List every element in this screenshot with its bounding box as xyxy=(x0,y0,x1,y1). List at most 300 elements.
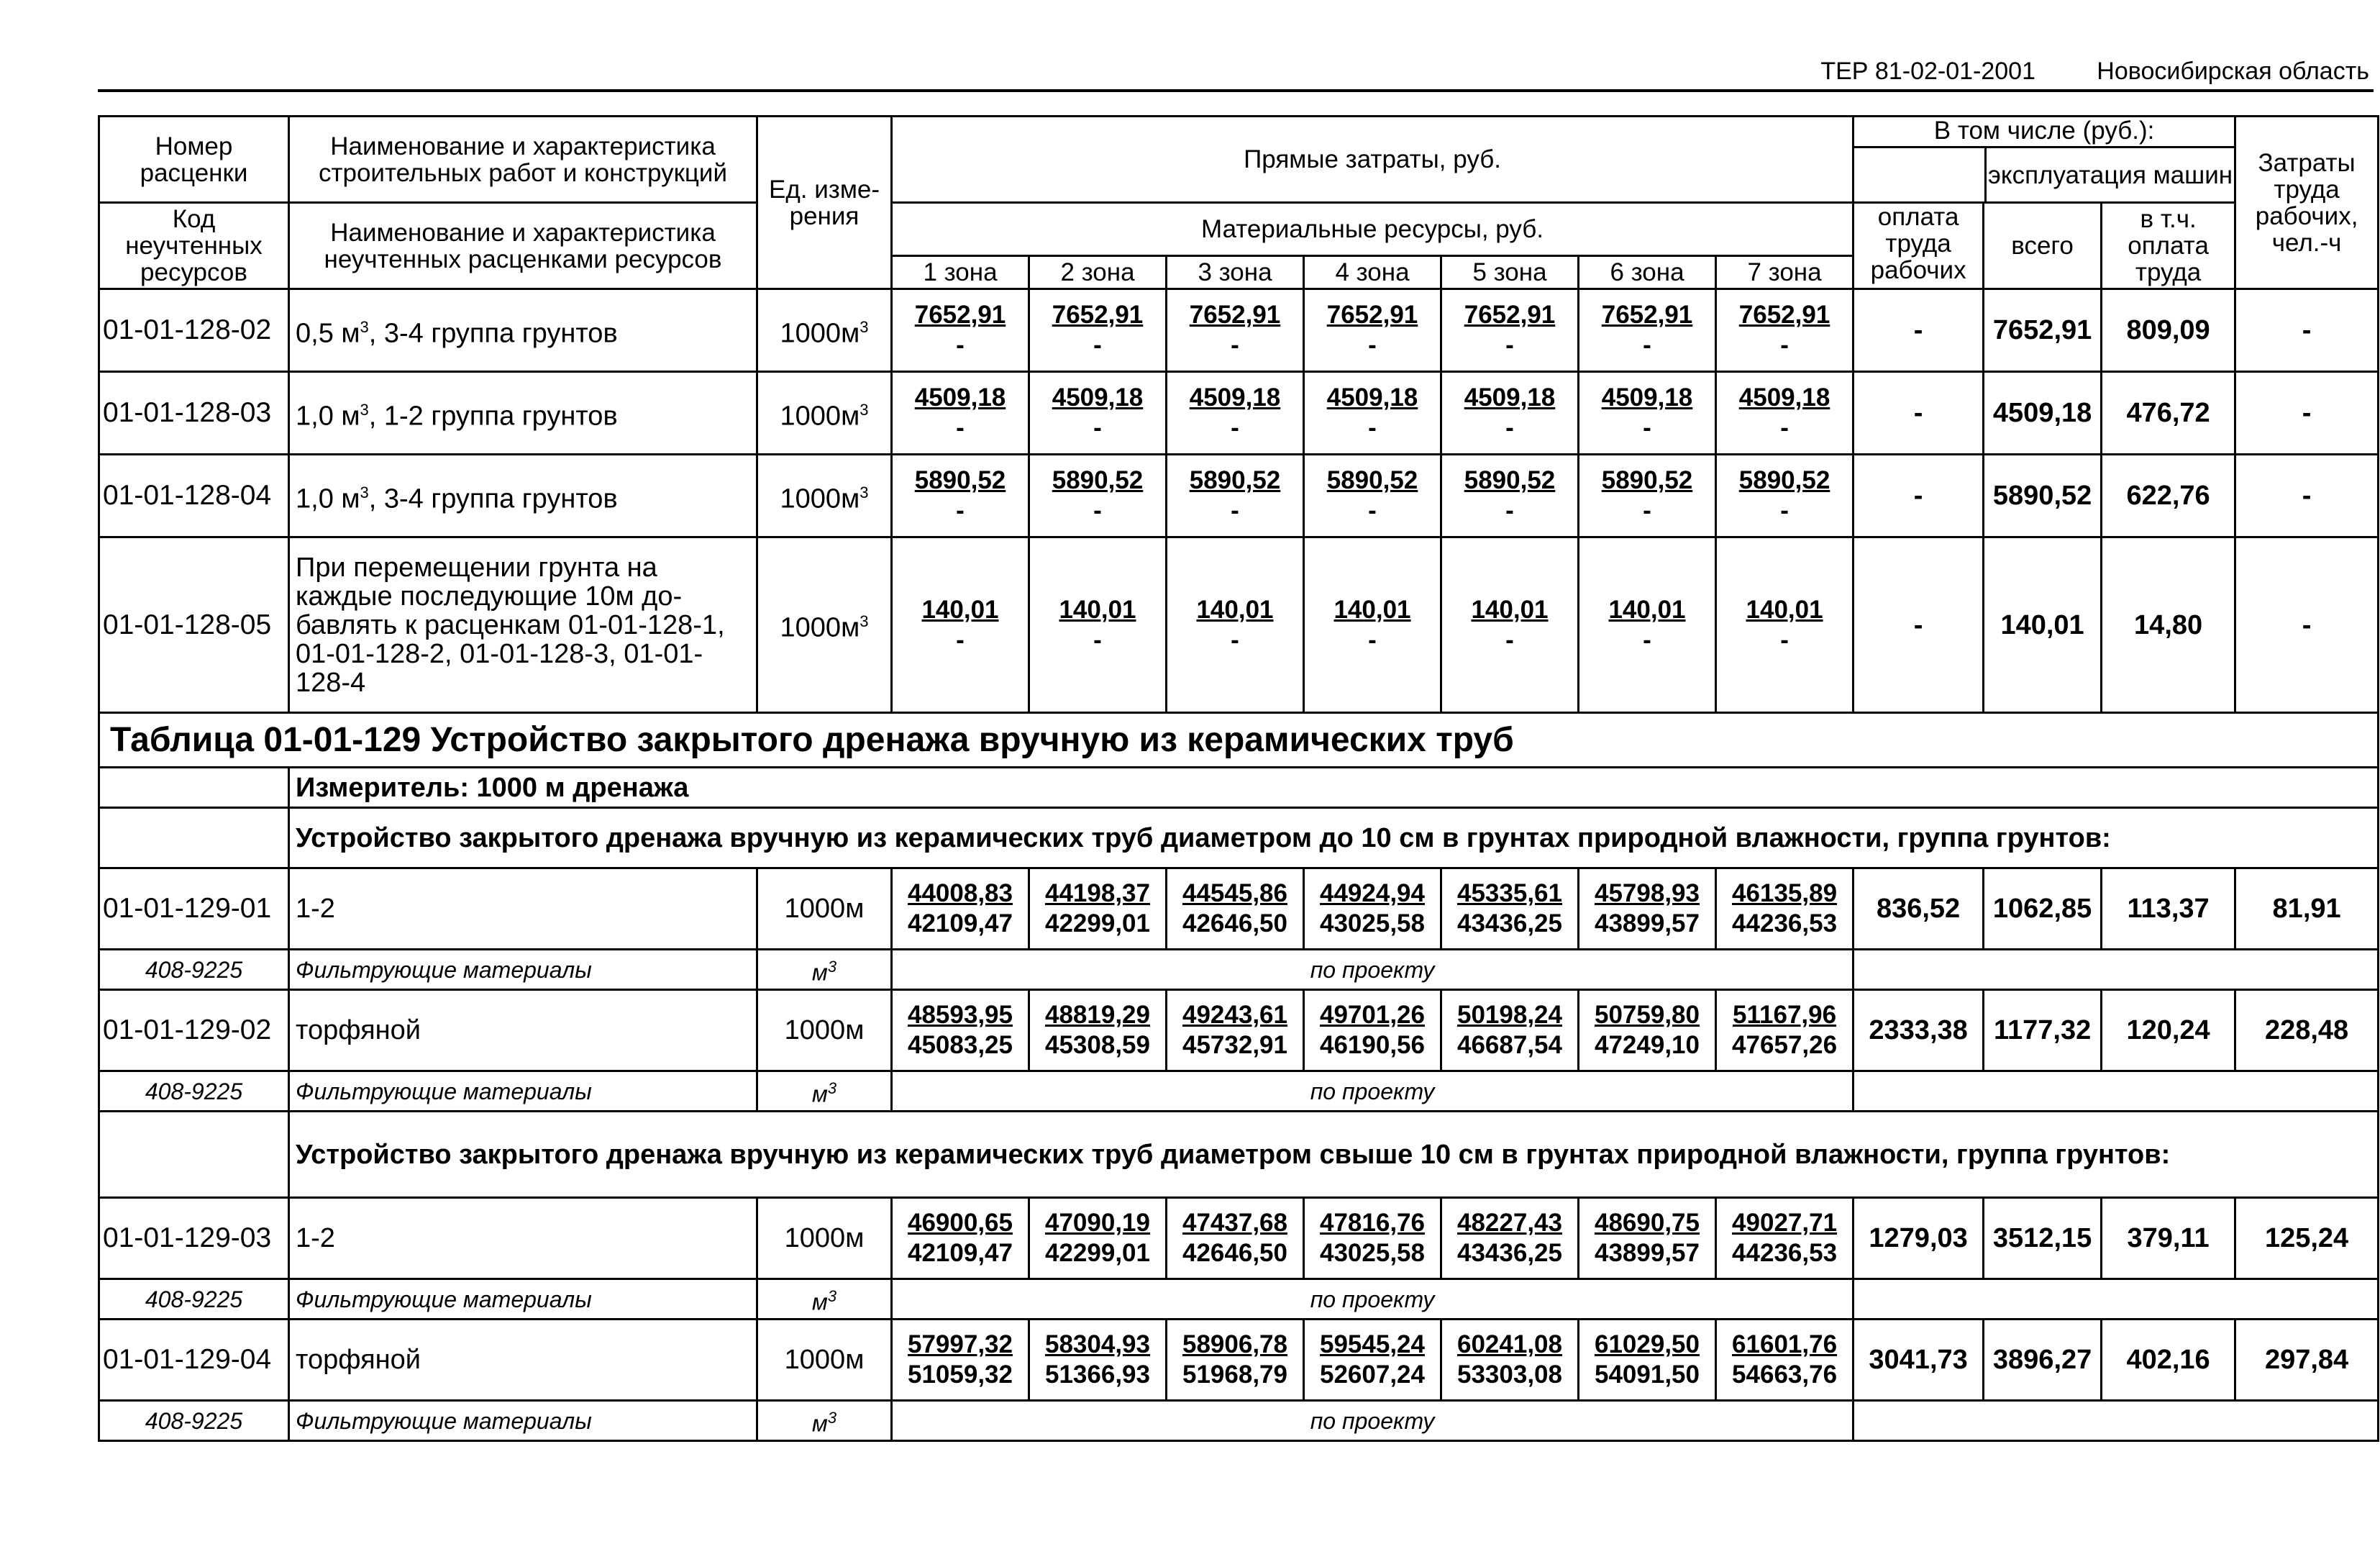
labor-pay: - xyxy=(1854,289,1984,372)
zone-price-cell xyxy=(1441,455,1579,537)
direct-cost: 61601,76 xyxy=(1732,1330,1838,1358)
table-title: Таблица 01-01-129 Устройство закрытого дренажа вручную из керамических труб xyxy=(99,713,2379,768)
material-cost: 47249,10 xyxy=(1595,1031,1700,1059)
unit: 1000м xyxy=(784,1015,865,1045)
direct-cost: 61029,50 xyxy=(1595,1330,1700,1358)
zone-price-cell xyxy=(1167,1198,1304,1279)
rate-name-text: При перемещении грунта на каждые последующие 10м до-бавлять к расценкам 01-01-128-1, 01-01-128-2, 01-01-128-3, 01-01-128-4 xyxy=(296,552,725,698)
header-zone: 2 зона xyxy=(1029,256,1167,289)
unit-cell xyxy=(757,289,892,372)
direct-cost: 45798,93 xyxy=(1595,879,1700,907)
table-row xyxy=(99,1198,2379,1279)
material-cost: - xyxy=(956,625,965,654)
zone-price-cell xyxy=(1304,868,1441,950)
labor-costs: - xyxy=(2235,455,2379,537)
machine-labor-pay: 379,11 xyxy=(2102,1198,2235,1279)
material-cost: - xyxy=(1505,331,1514,359)
unit-cell xyxy=(757,868,892,950)
zone-price-cell xyxy=(1167,537,1304,713)
machine-labor-pay: 120,24 xyxy=(2102,990,2235,1071)
empty-cell xyxy=(1854,1071,2379,1112)
machine-total: 7652,91 xyxy=(1984,289,2102,372)
resource-code: 408-9225 xyxy=(99,1401,289,1441)
direct-cost: 48819,29 xyxy=(1045,1001,1150,1029)
direct-cost: 5890,52 xyxy=(1738,466,1830,494)
direct-cost: 140,01 xyxy=(1196,595,1274,624)
direct-cost: 5890,52 xyxy=(1464,466,1556,494)
material-cost: 42109,47 xyxy=(908,1239,1013,1267)
direct-cost: 59545,24 xyxy=(1320,1330,1425,1358)
rate-name xyxy=(289,289,757,372)
direct-cost: 44198,37 xyxy=(1045,879,1150,907)
section-title: Устройство закрытого дренажа вручную из керамических труб диаметром до 10 см в грунтах природной влажности, группа грунтов: xyxy=(289,808,2379,868)
material-cost: - xyxy=(1780,625,1789,654)
measure-unit: Измеритель: 1000 м дренажа xyxy=(289,768,2379,808)
resource-name: Фильтрующие материалы xyxy=(289,950,757,990)
material-cost: - xyxy=(1231,496,1239,524)
rate-name-text: , 1-2 группа грунтов xyxy=(368,401,618,432)
material-cost: 54091,50 xyxy=(1595,1361,1700,1389)
material-cost: 43899,57 xyxy=(1595,1239,1700,1267)
direct-cost: 7652,91 xyxy=(1738,301,1830,329)
header-including-block xyxy=(1854,117,2235,203)
section-row xyxy=(99,1112,2379,1198)
resource-name: Фильтрующие материалы xyxy=(289,1279,757,1320)
resource-unit: м xyxy=(811,959,828,986)
direct-cost: 48227,43 xyxy=(1457,1209,1562,1237)
labor-costs: - xyxy=(2235,537,2379,713)
direct-cost: 49701,26 xyxy=(1320,1001,1425,1029)
machine-labor-pay: 809,09 xyxy=(2102,289,2235,372)
header-including: В том числе (руб.): xyxy=(1854,117,2234,148)
direct-cost: 48690,75 xyxy=(1595,1209,1700,1237)
rate-code: 01-01-128-04 xyxy=(99,455,289,537)
machine-total: 3512,15 xyxy=(1984,1198,2102,1279)
header-labor-pay: оплата труда рабочих xyxy=(1854,203,1984,289)
resource-unit-cell xyxy=(757,1401,892,1441)
unit-cell xyxy=(757,537,892,713)
machine-labor-pay: 476,72 xyxy=(2102,372,2235,455)
header-zone: 1 зона xyxy=(892,256,1029,289)
material-cost: 42646,50 xyxy=(1182,1239,1287,1267)
rate-name: торфяной xyxy=(289,990,757,1071)
rate-name xyxy=(289,372,757,455)
header-zone: 7 зона xyxy=(1716,256,1854,289)
resource-unit: м xyxy=(811,1410,828,1437)
header-row-1 xyxy=(99,117,2379,203)
direct-cost: 44545,86 xyxy=(1182,879,1287,907)
material-cost: - xyxy=(1643,625,1651,654)
labor-pay: 3041,73 xyxy=(1854,1320,1984,1401)
rate-name-text: , 3-4 группа грунтов xyxy=(368,483,618,514)
unit: 1000м xyxy=(784,1345,865,1375)
material-cost: - xyxy=(1231,331,1239,359)
labor-costs: - xyxy=(2235,289,2379,372)
zone-price-cell xyxy=(1441,868,1579,950)
material-cost: 51059,32 xyxy=(908,1361,1013,1389)
rate-name-text: 0,5 м xyxy=(296,318,360,349)
direct-cost: 57997,32 xyxy=(908,1330,1013,1358)
direct-cost: 44008,83 xyxy=(908,879,1013,907)
direct-cost: 140,01 xyxy=(1746,595,1823,624)
direct-cost: 7652,91 xyxy=(1326,301,1418,329)
direct-cost: 140,01 xyxy=(1059,595,1136,624)
zone-price-cell xyxy=(1029,1320,1167,1401)
material-cost: 46687,54 xyxy=(1457,1031,1562,1059)
direct-cost: 7652,91 xyxy=(914,301,1006,329)
material-cost: - xyxy=(1231,414,1239,442)
table-title-row xyxy=(99,713,2379,768)
direct-cost: 4509,18 xyxy=(1601,383,1693,412)
rate-code: 01-01-129-03 xyxy=(99,1198,289,1279)
direct-cost: 5890,52 xyxy=(1052,466,1144,494)
resource-unit: м xyxy=(811,1081,828,1107)
direct-cost: 7652,91 xyxy=(1464,301,1556,329)
table-row xyxy=(99,1320,2379,1401)
zone-price-cell xyxy=(1167,1320,1304,1401)
unit-exponent: 3 xyxy=(860,612,869,631)
material-cost: - xyxy=(1780,414,1789,442)
header-resource-name: Наименование и характеристика неучтенных расценками ресурсов xyxy=(289,203,757,289)
unit: 1000м xyxy=(784,1223,865,1253)
section-row xyxy=(99,808,2379,868)
material-cost: 47657,26 xyxy=(1732,1031,1838,1059)
labor-costs: 81,91 xyxy=(2235,868,2379,950)
material-cost: - xyxy=(956,414,965,442)
zone-price-cell xyxy=(1716,868,1854,950)
zone-price-cell xyxy=(1579,289,1716,372)
direct-cost: 47816,76 xyxy=(1320,1209,1425,1237)
zone-price-cell xyxy=(1029,455,1167,537)
zone-price-cell xyxy=(1167,455,1304,537)
machine-total: 3896,27 xyxy=(1984,1320,2102,1401)
section-title: Устройство закрытого дренажа вручную из керамических труб диаметром свыше 10 см в грунтах природной влажности, группа грунтов: xyxy=(289,1112,2379,1198)
table-row xyxy=(99,372,2379,455)
material-cost: - xyxy=(1093,625,1102,654)
table-body xyxy=(99,117,2379,1441)
labor-costs: 228,48 xyxy=(2235,990,2379,1071)
zone-price-cell xyxy=(1029,990,1167,1071)
unit-cell xyxy=(757,990,892,1071)
rate-code: 01-01-129-01 xyxy=(99,868,289,950)
zone-price-cell xyxy=(1716,990,1854,1071)
zone-price-cell xyxy=(1441,1198,1579,1279)
resource-row xyxy=(99,1279,2379,1320)
zone-price-cell xyxy=(892,455,1029,537)
zone-price-cell xyxy=(1441,990,1579,1071)
direct-cost: 5890,52 xyxy=(914,466,1006,494)
material-cost: 53303,08 xyxy=(1457,1361,1562,1389)
direct-cost: 5890,52 xyxy=(1326,466,1418,494)
page-header xyxy=(98,53,2374,92)
zone-price-cell xyxy=(1304,1198,1441,1279)
direct-cost: 44924,94 xyxy=(1320,879,1425,907)
labor-pay: - xyxy=(1854,372,1984,455)
direct-cost: 58906,78 xyxy=(1182,1330,1287,1358)
unit-cell xyxy=(757,1320,892,1401)
zone-price-cell xyxy=(1167,868,1304,950)
zone-price-cell xyxy=(1716,1198,1854,1279)
unit: 1000м xyxy=(780,318,860,349)
material-cost: - xyxy=(1368,496,1377,524)
zone-price-cell xyxy=(1029,372,1167,455)
material-cost: 43899,57 xyxy=(1595,909,1700,937)
rate-code: 01-01-128-03 xyxy=(99,372,289,455)
labor-pay: - xyxy=(1854,455,1984,537)
zone-price-cell xyxy=(1304,372,1441,455)
direct-cost: 47090,19 xyxy=(1045,1209,1150,1237)
direct-cost: 4509,18 xyxy=(914,383,1006,412)
unit: 1000м xyxy=(780,483,860,514)
direct-cost: 140,01 xyxy=(1333,595,1411,624)
direct-cost: 58304,93 xyxy=(1045,1330,1150,1358)
zone-price-cell xyxy=(892,372,1029,455)
zone-price-cell xyxy=(1579,455,1716,537)
material-cost: 45732,91 xyxy=(1182,1031,1287,1059)
empty-cell xyxy=(99,808,289,868)
rate-name: торфяной xyxy=(289,1320,757,1401)
zone-price-cell xyxy=(892,537,1029,713)
zone-price-cell xyxy=(1441,537,1579,713)
zone-price-cell xyxy=(1579,990,1716,1071)
table-row xyxy=(99,990,2379,1071)
direct-cost: 7652,91 xyxy=(1052,301,1144,329)
resource-unit-cell xyxy=(757,1279,892,1320)
material-cost: - xyxy=(1780,331,1789,359)
header-including-sub xyxy=(1854,148,2234,201)
empty-cell xyxy=(99,1112,289,1198)
table-row xyxy=(99,868,2379,950)
zone-price-cell xyxy=(1029,289,1167,372)
rate-name: 1-2 xyxy=(289,1198,757,1279)
material-cost: 43025,58 xyxy=(1320,1239,1425,1267)
zone-price-cell xyxy=(1304,455,1441,537)
resource-row xyxy=(99,950,2379,990)
zone-price-cell xyxy=(1304,990,1441,1071)
material-cost: 51968,79 xyxy=(1182,1361,1287,1389)
zone-price-cell xyxy=(1304,537,1441,713)
material-cost: 42299,01 xyxy=(1045,909,1150,937)
rate-name-text: , 3-4 группа грунтов xyxy=(368,318,618,349)
machine-total: 1062,85 xyxy=(1984,868,2102,950)
direct-cost: 49027,71 xyxy=(1732,1209,1838,1237)
direct-cost: 7652,91 xyxy=(1189,301,1281,329)
zone-price-cell xyxy=(1441,289,1579,372)
zone-price-cell xyxy=(1167,289,1304,372)
material-cost: 46190,56 xyxy=(1320,1031,1425,1059)
zone-price-cell xyxy=(1441,1320,1579,1401)
header-machine-operation: эксплуатация машин xyxy=(1988,160,2233,189)
zone-price-cell xyxy=(1716,455,1854,537)
region-name: Новосибирская область xyxy=(2097,58,2369,85)
material-cost: - xyxy=(1368,625,1377,654)
zone-price-cell xyxy=(1716,289,1854,372)
material-cost: - xyxy=(1368,331,1377,359)
labor-pay: 1279,03 xyxy=(1854,1198,1984,1279)
material-cost: - xyxy=(956,496,965,524)
zone-price-cell xyxy=(1579,372,1716,455)
material-cost: 51366,93 xyxy=(1045,1361,1150,1389)
direct-cost: 50759,80 xyxy=(1595,1001,1700,1029)
direct-cost: 60241,08 xyxy=(1457,1330,1562,1358)
header-zone: 3 зона xyxy=(1167,256,1304,289)
zone-price-cell xyxy=(1167,372,1304,455)
header-row-2 xyxy=(99,203,2379,256)
rate-name: 1-2 xyxy=(289,868,757,950)
document-code: ТЕР 81-02-01-2001 xyxy=(1820,58,2035,85)
unit-exponent: 3 xyxy=(860,483,869,501)
resource-code: 408-9225 xyxy=(99,1279,289,1320)
direct-cost: 50198,24 xyxy=(1457,1001,1562,1029)
direct-cost: 49243,61 xyxy=(1182,1001,1287,1029)
zone-price-cell xyxy=(1716,372,1854,455)
header-works-name: Наименование и характеристика строительных работ и конструкций xyxy=(289,117,757,203)
header-resource-code: Код неучтенных ресурсов xyxy=(99,203,289,289)
header-zone: 6 зона xyxy=(1579,256,1716,289)
direct-cost: 47437,68 xyxy=(1182,1209,1287,1237)
material-cost: 44236,53 xyxy=(1732,909,1838,937)
direct-cost: 4509,18 xyxy=(1189,383,1281,412)
zone-price-cell xyxy=(892,990,1029,1071)
empty-cell xyxy=(1854,1279,2379,1320)
resource-code: 408-9225 xyxy=(99,1071,289,1112)
empty-cell xyxy=(1854,1401,2379,1441)
resource-note: по проекту xyxy=(892,1279,1854,1320)
material-cost: 45308,59 xyxy=(1045,1031,1150,1059)
material-cost: - xyxy=(1231,625,1239,654)
header-labor-costs: Затраты труда рабочих, чел.-ч xyxy=(2235,117,2379,289)
machine-labor-pay: 402,16 xyxy=(2102,1320,2235,1401)
direct-cost: 46135,89 xyxy=(1732,879,1838,907)
rate-code: 01-01-128-02 xyxy=(99,289,289,372)
zone-price-cell xyxy=(1716,537,1854,713)
unit: 1000м xyxy=(780,401,860,432)
header-machine-total: всего xyxy=(1984,203,2102,289)
resource-row xyxy=(99,1401,2379,1441)
material-cost: 42646,50 xyxy=(1182,909,1287,937)
resource-unit-exponent: 3 xyxy=(827,957,837,976)
unit-cell xyxy=(757,372,892,455)
header-direct-costs: Прямые затраты, руб. xyxy=(892,117,1854,203)
material-cost: - xyxy=(956,331,965,359)
empty-cell xyxy=(1854,950,2379,990)
zone-price-cell xyxy=(1579,868,1716,950)
header-zone: 4 зона xyxy=(1304,256,1441,289)
zone-price-cell xyxy=(1441,372,1579,455)
direct-cost: 5890,52 xyxy=(1601,466,1693,494)
labor-costs: 297,84 xyxy=(2235,1320,2379,1401)
empty-cell xyxy=(99,768,289,808)
machine-total: 4509,18 xyxy=(1984,372,2102,455)
rate-code: 01-01-129-02 xyxy=(99,990,289,1071)
resource-name: Фильтрующие материалы xyxy=(289,1071,757,1112)
material-cost: 52607,24 xyxy=(1320,1361,1425,1389)
header-unit: Ед. изме-рения xyxy=(757,117,892,289)
rate-name-text: 1,0 м xyxy=(296,401,360,432)
direct-cost: 48593,95 xyxy=(908,1001,1013,1029)
resource-unit: м xyxy=(811,1289,828,1315)
zone-price-cell xyxy=(892,1320,1029,1401)
header-zone: 5 зона xyxy=(1441,256,1579,289)
zone-price-cell xyxy=(892,289,1029,372)
resource-unit-exponent: 3 xyxy=(827,1286,837,1305)
zone-price-cell xyxy=(892,868,1029,950)
labor-pay: 836,52 xyxy=(1854,868,1984,950)
rate-name xyxy=(289,455,757,537)
direct-cost: 4509,18 xyxy=(1464,383,1556,412)
rate-name-text: 1,0 м xyxy=(296,483,360,514)
machine-labor-pay: 14,80 xyxy=(2102,537,2235,713)
material-cost: 42109,47 xyxy=(908,909,1013,937)
zone-price-cell xyxy=(1304,289,1441,372)
resource-unit-exponent: 3 xyxy=(827,1408,837,1427)
header-machine-labor-pay: в т.ч. оплата труда xyxy=(2102,203,2235,289)
zone-price-cell xyxy=(1579,537,1716,713)
material-cost: - xyxy=(1643,496,1651,524)
unit: 1000м xyxy=(784,894,865,924)
resource-note: по проекту xyxy=(892,950,1854,990)
resource-unit-exponent: 3 xyxy=(827,1078,837,1097)
machine-total: 140,01 xyxy=(1984,537,2102,713)
rate-name-exponent: 3 xyxy=(360,317,369,336)
direct-cost: 51167,96 xyxy=(1733,1001,1837,1029)
direct-cost: 4509,18 xyxy=(1326,383,1418,412)
machine-total: 1177,32 xyxy=(1984,990,2102,1071)
machine-labor-pay: 622,76 xyxy=(2102,455,2235,537)
unit-cell xyxy=(757,455,892,537)
machine-labor-pay: 113,37 xyxy=(2102,868,2235,950)
direct-cost: 7652,91 xyxy=(1601,301,1693,329)
direct-cost: 4509,18 xyxy=(1052,383,1144,412)
material-cost: 44236,53 xyxy=(1732,1239,1838,1267)
direct-cost: 5890,52 xyxy=(1189,466,1281,494)
material-cost: 43025,58 xyxy=(1320,909,1425,937)
direct-cost: 140,01 xyxy=(921,595,999,624)
labor-pay: - xyxy=(1854,537,1984,713)
direct-cost: 4509,18 xyxy=(1738,383,1830,412)
zone-price-cell xyxy=(1304,1320,1441,1401)
unit-exponent: 3 xyxy=(860,317,869,336)
material-cost: - xyxy=(1505,625,1514,654)
direct-cost: 46900,65 xyxy=(908,1209,1013,1237)
unit-exponent: 3 xyxy=(860,400,869,419)
material-cost: - xyxy=(1368,414,1377,442)
material-cost: - xyxy=(1643,331,1651,359)
rate-code: 01-01-129-04 xyxy=(99,1320,289,1401)
resource-row xyxy=(99,1071,2379,1112)
resource-note: по проекту xyxy=(892,1401,1854,1441)
table-row xyxy=(99,455,2379,537)
direct-cost: 140,01 xyxy=(1471,595,1549,624)
material-cost: - xyxy=(1093,331,1102,359)
material-cost: - xyxy=(1780,496,1789,524)
material-cost: - xyxy=(1505,414,1514,442)
material-cost: 42299,01 xyxy=(1045,1239,1150,1267)
unit-cell xyxy=(757,1198,892,1279)
material-cost: - xyxy=(1093,414,1102,442)
material-cost: 43436,25 xyxy=(1457,1239,1562,1267)
labor-costs: 125,24 xyxy=(2235,1198,2379,1279)
labor-costs: - xyxy=(2235,372,2379,455)
material-cost: - xyxy=(1505,496,1514,524)
rate-name-exponent: 3 xyxy=(360,483,369,501)
rate-name-exponent: 3 xyxy=(360,400,369,419)
zone-price-cell xyxy=(1167,990,1304,1071)
resource-unit-cell xyxy=(757,950,892,990)
zone-price-cell xyxy=(1716,1320,1854,1401)
rate-code: 01-01-128-05 xyxy=(99,537,289,713)
direct-cost: 140,01 xyxy=(1608,595,1686,624)
